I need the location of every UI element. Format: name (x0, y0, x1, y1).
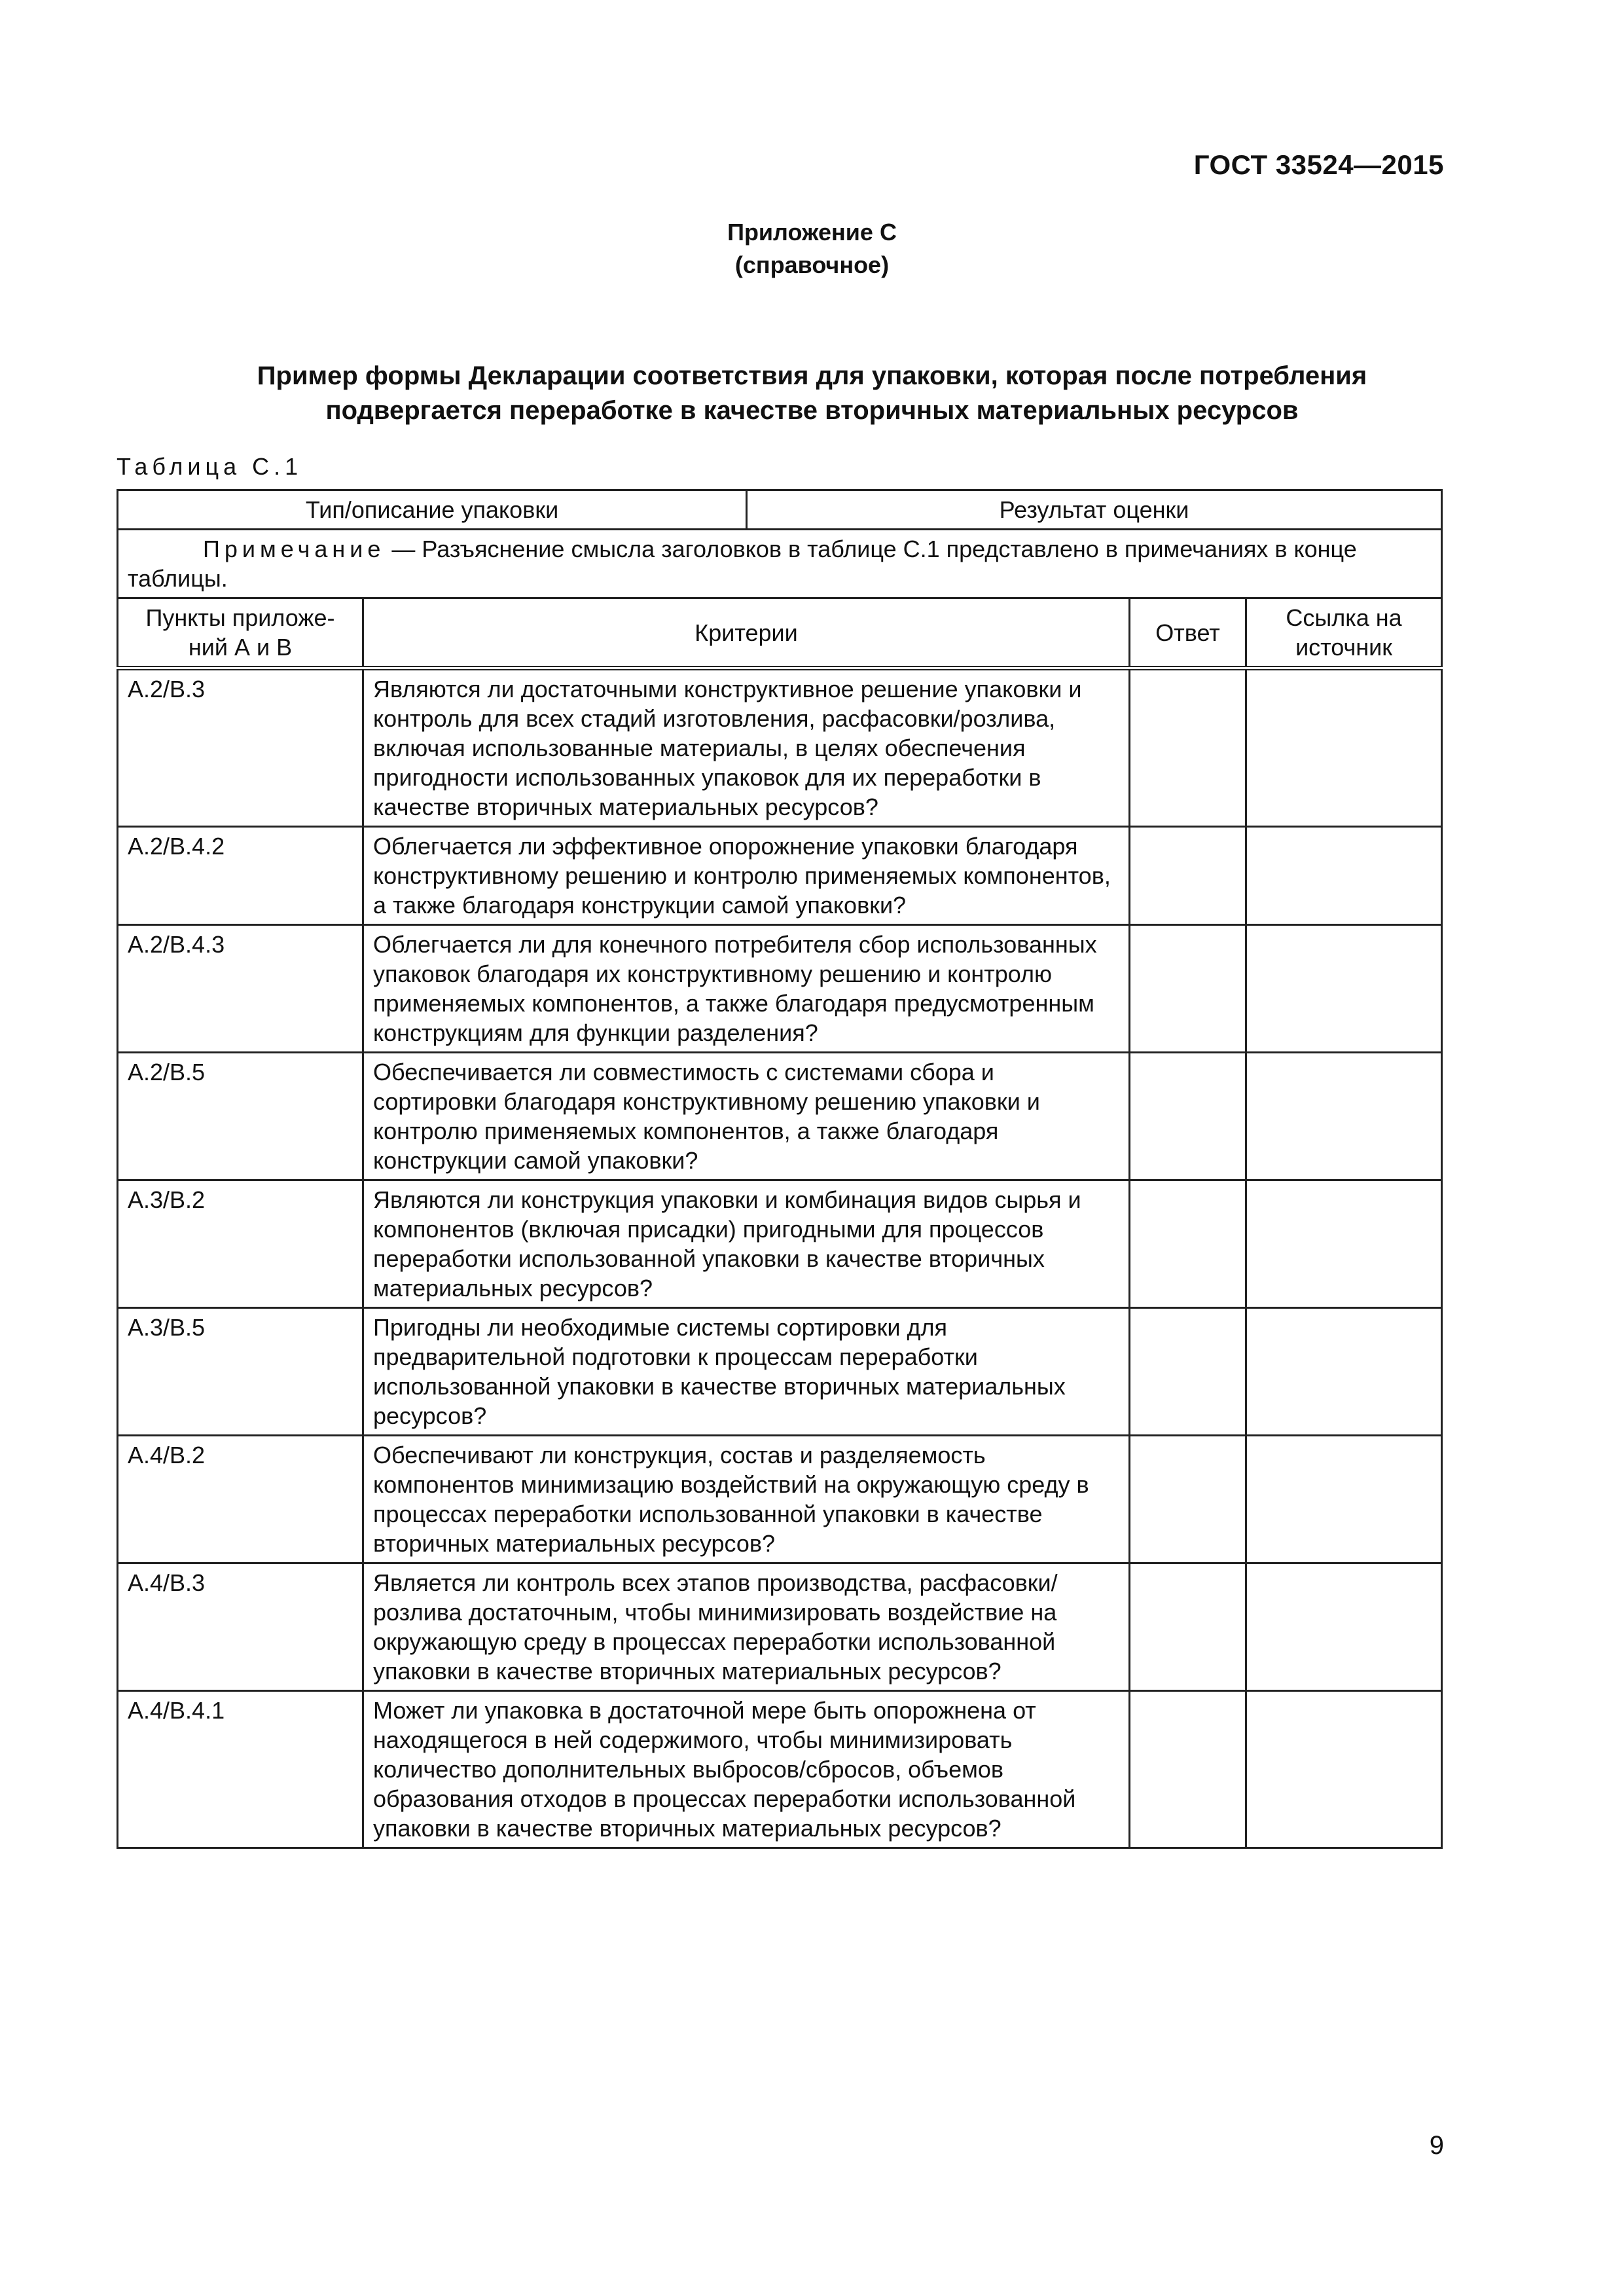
criteria-cell: Являются ли конструкция упаковки и комбинация видов сырья и компонентов (включая присадки) пригодными для процессов переработки использованной упаковки в качестве вторичных материальных ресурсов? (363, 1180, 1130, 1308)
source-cell[interactable] (1246, 1691, 1442, 1848)
source-header-line-1: Ссылка на (1286, 604, 1402, 631)
top-header-row (118, 490, 1442, 530)
answer-cell[interactable] (1130, 1691, 1246, 1848)
source-header-line-2: источник (1295, 634, 1392, 661)
table-label: Таблица С.1 (117, 453, 303, 480)
answer-cell[interactable] (1130, 1180, 1246, 1308)
point-cell: А.3/В.2 (118, 1180, 363, 1308)
point-cell: А.4/В.3 (118, 1563, 363, 1691)
criteria-cell: Облегчается ли для конечного потребителя сбор использованных упаковок благодаря их конструктивному решению и контролю применяемых компонентов, а также благодаря предусмотренным конструкциям для функции разделения? (363, 925, 1130, 1053)
criteria-column-header: Критерии (363, 598, 1130, 668)
table-row (118, 1563, 1442, 1691)
answer-cell[interactable] (1130, 925, 1246, 1053)
table-row (118, 1180, 1442, 1308)
document-title (0, 359, 1624, 428)
appendix-heading (0, 216, 1624, 282)
table-row (118, 1053, 1442, 1180)
answer-cell[interactable] (1130, 1436, 1246, 1563)
evaluation-result-header: Результат оценки (747, 490, 1442, 530)
note-label: Примечание (203, 536, 386, 562)
point-cell: А.3/В.5 (118, 1308, 363, 1436)
points-column-header (118, 598, 363, 668)
table-row (118, 925, 1442, 1053)
point-cell: А.2/В.4.3 (118, 925, 363, 1053)
answer-cell[interactable] (1130, 827, 1246, 925)
table-row (118, 1691, 1442, 1848)
source-cell[interactable] (1246, 1053, 1442, 1180)
answer-column-header: Ответ (1130, 598, 1246, 668)
point-cell: А.4/В.4.1 (118, 1691, 363, 1848)
source-cell[interactable] (1246, 668, 1442, 827)
document-code: ГОСТ 33524—2015 (1193, 149, 1444, 180)
source-column-header (1246, 598, 1442, 668)
point-cell: А.2/В.5 (118, 1053, 363, 1180)
criteria-cell: Облегчается ли эффективное опорожнение упаковки благодаря конструктивному решению и контролю применяемых компонентов, а также благодаря конструкции самой упаковки? (363, 827, 1130, 925)
criteria-cell: Может ли упаковка в достаточной мере быть опорожнена от находящегося в ней содержимого, чтобы минимизировать количество дополнительных выбросов/сбросов, объемов образования отходов в процессах переработки использованной упаковки в качестве вторичных материальных ресурсов? (363, 1691, 1130, 1848)
points-header-line-1: Пункты приложе- (145, 604, 335, 631)
appendix-name: Приложение С (727, 219, 897, 246)
criteria-cell: Обеспечивают ли конструкция, состав и разделяемость компонентов минимизацию воздействий на окружающую среду в процессах переработки использованной упаковки в качестве вторичных материальных ресурсов? (363, 1436, 1130, 1563)
answer-cell[interactable] (1130, 1308, 1246, 1436)
source-cell[interactable] (1246, 827, 1442, 925)
answer-cell[interactable] (1130, 1053, 1246, 1180)
source-cell[interactable] (1246, 1180, 1442, 1308)
title-line-2: подвергается переработке в качестве вторичных материальных ресурсов (325, 396, 1299, 425)
criteria-cell: Обеспечивается ли совместимость с системами сбора и сортировки благодаря конструктивному решению упаковки и контролю применяемых компонентов, а также благодаря конструкции самой упаковки? (363, 1053, 1130, 1180)
point-cell: А.2/В.3 (118, 668, 363, 827)
title-line-1: Пример формы Декларации соответствия для упаковки, которая после потребления (257, 361, 1367, 390)
page-number: 9 (1429, 2131, 1444, 2160)
column-header-row (118, 598, 1442, 668)
source-cell[interactable] (1246, 925, 1442, 1053)
note-row (118, 530, 1442, 598)
table-row (118, 1308, 1442, 1436)
table-row (118, 668, 1442, 827)
source-cell[interactable] (1246, 1563, 1442, 1691)
source-cell[interactable] (1246, 1436, 1442, 1563)
declaration-table (117, 489, 1443, 1849)
appendix-status: (справочное) (734, 251, 890, 278)
answer-cell[interactable] (1130, 668, 1246, 827)
table-row (118, 1436, 1442, 1563)
table-row (118, 827, 1442, 925)
table-note (118, 530, 1442, 598)
packaging-type-header: Тип/описание упаковки (118, 490, 747, 530)
criteria-cell: Является ли контроль всех этапов производства, расфасовки/розлива достаточным, чтобы минимизировать воздействие на окружающую среду в процессах переработки использованной упаковки в качестве вторичных материальных ресурсов? (363, 1563, 1130, 1691)
answer-cell[interactable] (1130, 1563, 1246, 1691)
criteria-cell: Пригодны ли необходимые системы сортировки для предварительной подготовки к процессам переработки использованной упаковки в качестве вторичных материальных ресурсов? (363, 1308, 1130, 1436)
points-header-line-2: ний А и В (188, 634, 293, 661)
point-cell: А.4/В.2 (118, 1436, 363, 1563)
criteria-cell: Являются ли достаточными конструктивное решение упаковки и контроль для всех стадий изготовления, расфасовки/розлива, включая использованные материалы, в целях обеспечения пригодности использованных упаковок для их переработки в качестве вторичных материальных ресурсов? (363, 668, 1130, 827)
note-text: — Разъяснение смысла заголовков в таблице С.1 представлено в примечаниях в конце таблицы. (128, 536, 1357, 592)
point-cell: А.2/В.4.2 (118, 827, 363, 925)
source-cell[interactable] (1246, 1308, 1442, 1436)
